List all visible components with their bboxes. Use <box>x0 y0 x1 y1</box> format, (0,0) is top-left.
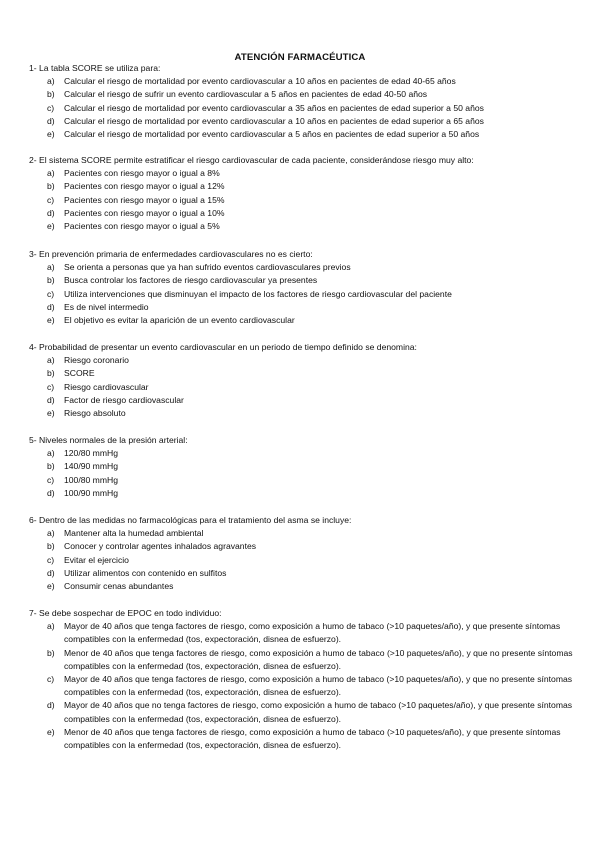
option-b <box>29 180 574 193</box>
question-text: 3- En prevención primaria de enfermedades cardiovasculares no es cierto: <box>29 249 313 259</box>
option-b <box>29 460 574 473</box>
option-e <box>29 128 574 141</box>
option-text: Calcular el riesgo de mortalidad por evento cardiovascular a 10 años en pacientes de edad 40-65 años <box>64 76 456 87</box>
option-d <box>29 487 574 500</box>
option-e <box>29 314 574 327</box>
option-letter: b) <box>47 181 55 192</box>
option-text: Pacientes con riesgo mayor o igual a 5% <box>64 221 220 232</box>
option-text: Riesgo cardiovascular <box>64 381 149 392</box>
option-a <box>29 75 574 88</box>
option-letter: a) <box>47 448 55 459</box>
option-e <box>29 580 574 593</box>
option-b <box>29 274 574 287</box>
option-text: Utiliza intervenciones que disminuyan el impacto de los factores de riesgo cardiovascular del paciente <box>64 288 452 299</box>
page-title: ATENCIÓN FARMACÉUTICA <box>234 52 366 63</box>
option-text: Pacientes con riesgo mayor o igual a 15% <box>64 194 225 205</box>
option-letter: a) <box>47 168 55 179</box>
option-b <box>29 88 574 101</box>
option-letter: d) <box>47 115 55 126</box>
option-text: SCORE <box>64 368 95 379</box>
option-e <box>29 220 574 233</box>
option-d <box>29 394 574 407</box>
option-letter: a) <box>47 528 55 539</box>
option-text: Menor de 40 años que tenga factores de riesgo, como exposición a humo de tabaco (>10 paquetes/año), y que no presente síntomas compatibles con la enfermedad (tos, expectoración, disnea de esfuerzo). <box>64 647 573 671</box>
option-text: Mantener alta la humedad ambiental <box>64 528 204 539</box>
option-e <box>29 726 574 752</box>
question-text: 6- Dentro de las medidas no farmacológicas para el tratamiento del asma se incluye: <box>29 515 352 525</box>
option-letter: c) <box>47 554 55 565</box>
option-list <box>29 261 574 327</box>
option-a <box>29 447 574 460</box>
option-c <box>29 673 574 699</box>
option-a <box>29 261 574 274</box>
option-text: Consumir cenas abundantes <box>64 581 174 592</box>
option-letter: e) <box>47 315 55 326</box>
option-list <box>29 354 574 420</box>
option-text: Calcular el riesgo de mortalidad por evento cardiovascular a 5 años en pacientes de edad superior a 50 años <box>64 129 480 140</box>
option-c <box>29 102 574 115</box>
option-list <box>29 527 574 593</box>
question-2 <box>29 154 574 233</box>
option-letter: d) <box>47 700 55 711</box>
option-text: Mayor de 40 años que tenga factores de riesgo, como exposición a humo de tabaco (>10 paquetes/año), y que presente síntomas compatibles con la enfermedad (tos, expectoración, disnea de esfuerzo). <box>64 621 561 645</box>
option-text: Mayor de 40 años que no tenga factores de riesgo, como exposición a humo de tabaco (>10 paquetes/año), y que presente síntomas compatibles con la enfermedad (tos, expectoración, disnea de esfuerzo). <box>64 700 573 724</box>
option-c <box>29 554 574 567</box>
option-d <box>29 301 574 314</box>
option-letter: b) <box>47 89 55 100</box>
option-b <box>29 647 574 673</box>
option-text: Calcular el riesgo de sufrir un evento cardiovascular a 5 años en pacientes de edad 40-50 años <box>64 89 428 100</box>
option-text: Es de nivel intermedio <box>64 301 149 312</box>
option-list <box>29 447 574 500</box>
option-d <box>29 567 574 580</box>
option-letter: b) <box>47 461 55 472</box>
option-e <box>29 407 574 420</box>
option-letter: a) <box>47 262 55 273</box>
option-a <box>29 527 574 540</box>
option-b <box>29 367 574 380</box>
option-letter: c) <box>47 474 55 485</box>
option-d <box>29 115 574 128</box>
question-5 <box>29 434 574 500</box>
option-letter: a) <box>47 76 55 87</box>
option-letter: b) <box>47 541 55 552</box>
option-letter: c) <box>47 381 55 392</box>
question-6 <box>29 514 574 593</box>
option-text: Evitar el ejercicio <box>64 554 129 565</box>
option-text: El objetivo es evitar la aparición de un evento cardiovascular <box>64 315 295 326</box>
question-text: 7- Se debe sospechar de EPOC en todo individuo: <box>29 608 222 618</box>
option-letter: e) <box>47 221 55 232</box>
option-letter: d) <box>47 207 55 218</box>
option-letter: b) <box>47 275 55 286</box>
option-text: Calcular el riesgo de mortalidad por evento cardiovascular a 35 años en pacientes de edad superior a 50 años <box>64 102 484 113</box>
question-7 <box>29 607 574 752</box>
option-letter: c) <box>47 674 55 685</box>
question-text: 2- El sistema SCORE permite estratificar el riesgo cardiovascular de cada paciente, considerándose riesgo muy alto: <box>29 155 474 165</box>
option-letter: d) <box>47 567 55 578</box>
option-text: Pacientes con riesgo mayor o igual a 8% <box>64 168 220 179</box>
option-text: Conocer y controlar agentes inhalados agravantes <box>64 541 257 552</box>
option-list <box>29 167 574 233</box>
option-a <box>29 354 574 367</box>
option-text: Busca controlar los factores de riesgo cardiovascular ya presentes <box>64 275 318 286</box>
option-d <box>29 699 574 725</box>
option-d <box>29 207 574 220</box>
option-letter: d) <box>47 487 55 498</box>
option-text: Calcular el riesgo de mortalidad por evento cardiovascular a 10 años en pacientes de edad superior a 65 años <box>64 115 484 126</box>
option-letter: e) <box>47 726 55 737</box>
option-text: Riesgo absoluto <box>64 408 126 419</box>
option-text: Mayor de 40 años que tenga factores de riesgo, como exposición a humo de tabaco (>10 paquetes/año), y que no presente síntomas compatibles con la enfermedad (tos, expectoración, disnea de esfuerzo). <box>64 674 573 698</box>
option-text: Utilizar alimentos con contenido en sulfitos <box>64 567 227 578</box>
option-list <box>29 75 574 141</box>
option-c <box>29 474 574 487</box>
option-letter: c) <box>47 288 55 299</box>
option-c <box>29 381 574 394</box>
option-a <box>29 167 574 180</box>
option-letter: a) <box>47 355 55 366</box>
question-text: 1- La tabla SCORE se utiliza para: <box>29 63 161 73</box>
option-letter: b) <box>47 368 55 379</box>
option-text: Factor de riesgo cardiovascular <box>64 394 184 405</box>
option-text: Menor de 40 años que tenga factores de riesgo, como exposición a humo de tabaco (>10 paquetes/año), y que presente síntomas compatibles con la enfermedad (tos, expectoración, disnea de esfuerzo). <box>64 726 561 751</box>
question-text: 5- Niveles normales de la presión arterial: <box>29 435 188 445</box>
option-c <box>29 288 574 301</box>
option-text: 140/90 mmHg <box>64 461 118 472</box>
option-text: Se orienta a personas que ya han sufrido eventos cardiovasculares previos <box>64 262 351 273</box>
option-c <box>29 194 574 207</box>
option-letter: e) <box>47 129 55 140</box>
option-letter: d) <box>47 301 55 312</box>
option-letter: b) <box>47 647 55 658</box>
option-text: 100/90 mmHg <box>64 487 118 498</box>
option-letter: e) <box>47 581 55 592</box>
option-text: Riesgo coronario <box>64 355 129 366</box>
question-3 <box>29 248 574 327</box>
option-text: Pacientes con riesgo mayor o igual a 10% <box>64 207 225 218</box>
option-letter: e) <box>47 408 55 419</box>
question-4 <box>29 341 574 420</box>
question-1 <box>29 62 574 141</box>
option-list <box>29 620 574 752</box>
option-letter: d) <box>47 394 55 405</box>
option-text: 100/80 mmHg <box>64 474 118 485</box>
option-b <box>29 540 574 553</box>
option-a <box>29 620 574 646</box>
question-text: 4- Probabilidad de presentar un evento cardiovascular en un periodo de tiempo definido se denomina: <box>29 342 417 352</box>
option-letter: a) <box>47 621 55 632</box>
option-text: 120/80 mmHg <box>64 448 118 459</box>
option-text: Pacientes con riesgo mayor o igual a 12% <box>64 181 225 192</box>
option-letter: c) <box>47 102 55 113</box>
option-letter: c) <box>47 194 55 205</box>
